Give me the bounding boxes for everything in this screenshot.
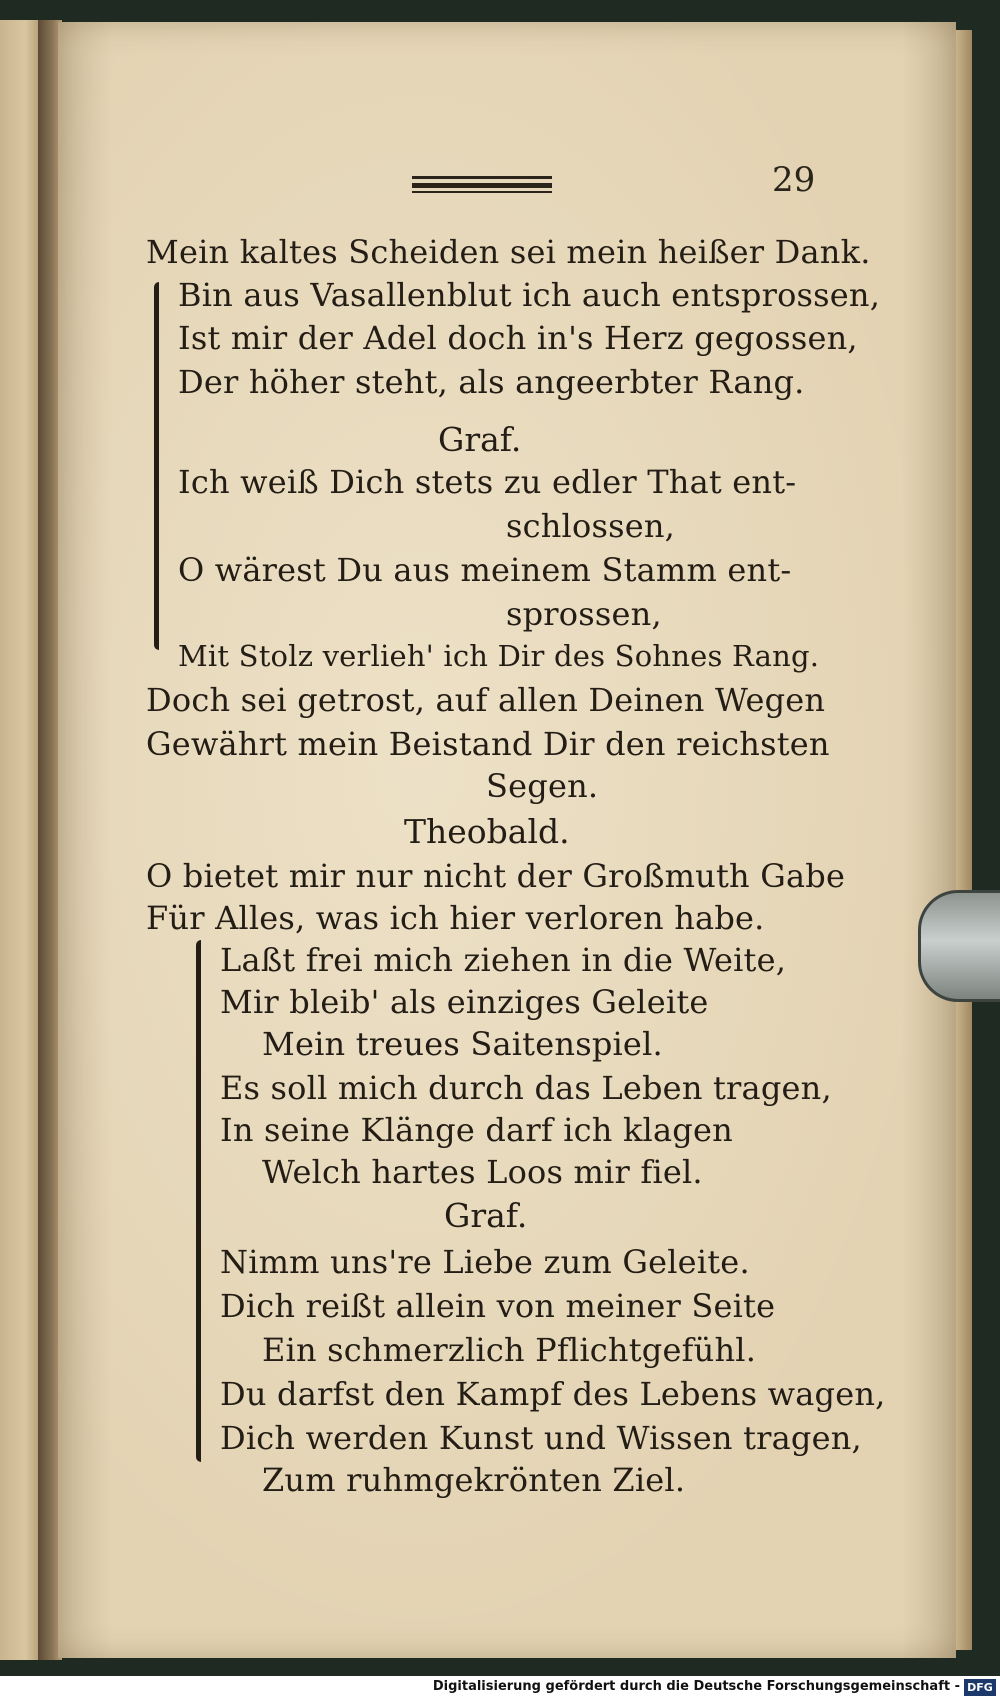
verse-line: Für Alles, was ich hier verloren habe. xyxy=(146,899,765,937)
verse-line: Dich werden Kunst und Wissen tragen, xyxy=(220,1419,862,1457)
page-clip xyxy=(918,890,1000,1002)
verse-line: Laßt frei mich ziehen in die Weite, xyxy=(220,941,787,979)
verse-line: Welch hartes Loos mir fiel. xyxy=(262,1153,703,1191)
verse-line: Mein kaltes Scheiden sei mein heißer Dank. xyxy=(146,233,871,271)
speaker-label: Theobald. xyxy=(404,812,570,851)
verse-line: Zum ruhmgekrönten Ziel. xyxy=(262,1461,686,1499)
speaker-label: Graf. xyxy=(438,420,522,459)
verse-line: Mir bleib' als einziges Geleite xyxy=(220,983,709,1021)
page-number: 29 xyxy=(772,160,816,200)
speaker-label: Graf. xyxy=(444,1196,528,1235)
verse-line: In seine Klänge darf ich klagen xyxy=(220,1111,733,1149)
verse-line: Ist mir der Adel doch in's Herz gegossen, xyxy=(178,319,858,357)
verse-line: sprossen, xyxy=(506,595,662,633)
verse-line: O bietet mir nur nicht der Großmuth Gabe xyxy=(146,857,846,895)
verse-line: Nimm uns're Liebe zum Geleite. xyxy=(220,1243,750,1281)
verse-line: Segen. xyxy=(486,767,599,805)
brace-left-1 xyxy=(154,282,159,650)
verse-line: Doch sei getrost, auf allen Deinen Wegen xyxy=(146,681,826,719)
footer-credit: Digitalisierung gefördert durch die Deutsche Forschungsgemeinschaft - xyxy=(432,1679,960,1694)
verse-line: Es soll mich durch das Leben tragen, xyxy=(220,1069,832,1107)
verse-line: Der höher steht, als angeerbter Rang. xyxy=(178,363,805,401)
verse-line: O wärest Du aus meinem Stamm ent- xyxy=(178,551,792,589)
verse-line: Mein treues Saitenspiel. xyxy=(262,1025,663,1063)
verse-line: Ein schmerzlich Pflichtgefühl. xyxy=(262,1331,757,1369)
verse-line: Gewährt mein Beistand Dir den reichsten xyxy=(146,725,830,763)
digitization-footer xyxy=(0,1676,1000,1700)
verse-line: schlossen, xyxy=(506,507,676,545)
dfg-logo-icon: DFG xyxy=(964,1679,996,1696)
verse-line: Bin aus Vasallenblut ich auch entsprossen, xyxy=(178,276,881,314)
verse-line: Dich reißt allein von meiner Seite xyxy=(220,1287,776,1325)
verse-line: Mit Stolz verlieh' ich Dir des Sohnes Rang. xyxy=(178,639,820,673)
header-ornament xyxy=(412,176,552,194)
brace-left-2 xyxy=(196,940,201,1462)
verse-line: Du darfst den Kampf des Lebens wagen, xyxy=(220,1375,886,1413)
verse-line: Ich weiß Dich stets zu edler That ent- xyxy=(178,463,797,501)
page-stack-edge xyxy=(954,30,972,1650)
